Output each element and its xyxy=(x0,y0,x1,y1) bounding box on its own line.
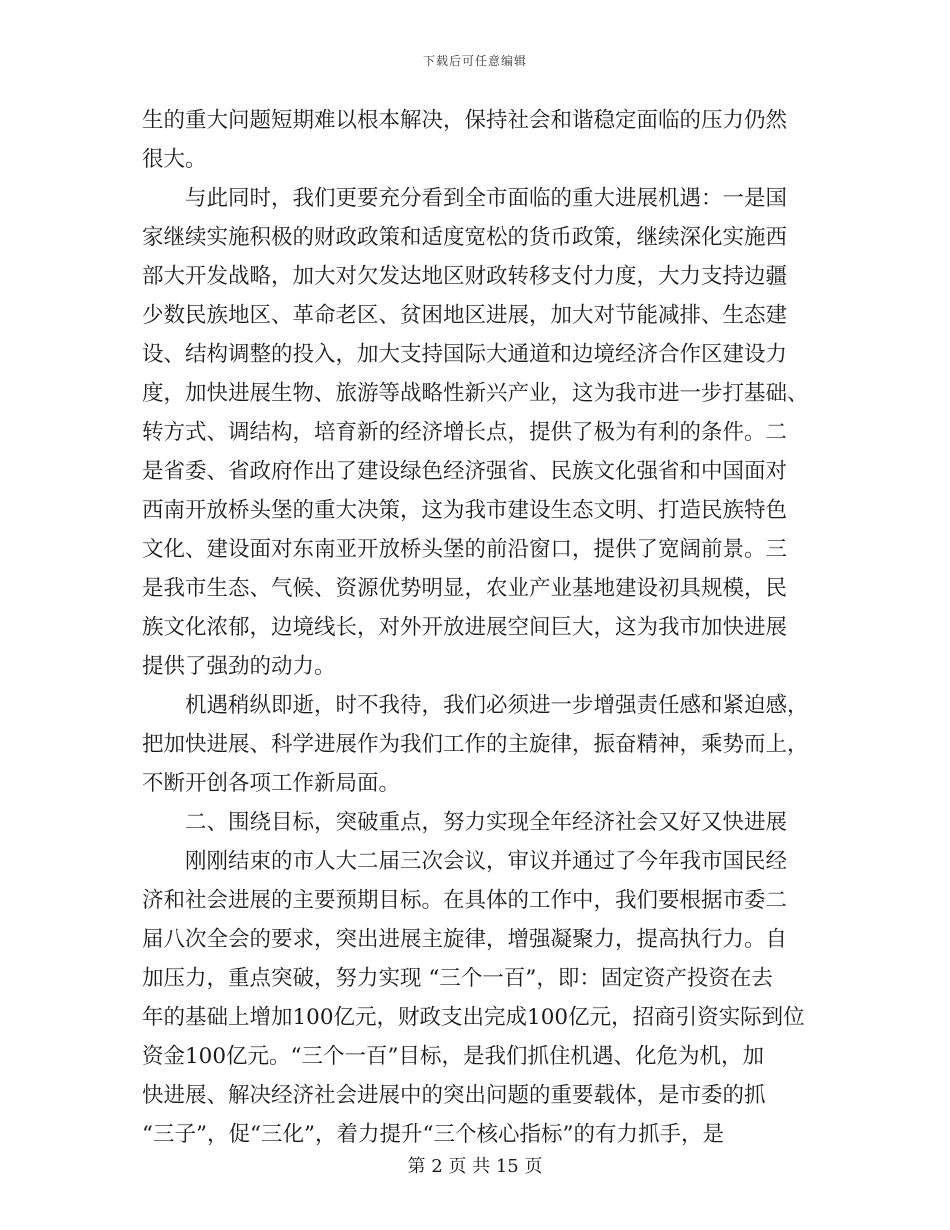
text-line: 设、结构调整的投入，加大支持国际大通道和边境经济合作区建设力 xyxy=(142,342,788,367)
text-line: 不断开创各项工作新局面。 xyxy=(142,771,401,796)
text-line: 资金100亿元。“三个一百”目标，是我们抓住机遇、化危为机，加 xyxy=(142,1044,765,1069)
page-number: 第 2 页 共 15 页 xyxy=(407,1156,543,1177)
text-line: 届八次全会的要求，突出进展主旋律，增强凝聚力，提高执行力。自 xyxy=(142,927,788,952)
text-line: 族文化浓郁，边境线长，对外开放进展空间巨大，这为我市加快进展 xyxy=(142,615,788,640)
text-line: 是我市生态、气候、资源优势明显，农业产业基地建设初具规模，民 xyxy=(142,576,788,601)
text-line: 刚刚结束的市人大二届三次会议，审议并通过了今年我市国民经 xyxy=(142,849,788,874)
text-line: 家继续实施积极的财政政策和适度宽松的货币政策，继续深化实施西 xyxy=(142,225,788,250)
text-line: “三子”，促“三化”，着力提升“三个核心指标”的有力抓手，是 xyxy=(142,1122,724,1147)
text-line: 生的重大问题短期难以根本解决，保持社会和谐稳定面临的压力仍然 xyxy=(142,108,788,133)
text-line: 度，加快进展生物、旅游等战略性新兴产业，这为我市进一步打基础、 xyxy=(142,381,809,406)
page-header: 下载后可任意编辑 xyxy=(422,54,527,68)
text-line: 提供了强劲的动力。 xyxy=(142,654,336,679)
text-line: 加压力，重点突破，努力实现 “三个一百”，即：固定资产投资在去 xyxy=(142,966,773,991)
text-line: 年的基础上增加100亿元，财政支出完成100亿元，招商引资实际到位 xyxy=(142,1005,805,1030)
text-line: 转方式、调结构，培育新的经济增长点，提供了极为有利的条件。二 xyxy=(142,420,788,445)
text-line: 少数民族地区、革命老区、贫困地区进展，加大对节能减排、生态建 xyxy=(142,303,788,328)
text-line: 西南开放桥头堡的重大决策，这为我市建设生态文明、打造民族特色 xyxy=(142,498,788,523)
text-line: 很大。 xyxy=(142,147,207,172)
text-line: 与此同时，我们更要充分看到全市面临的重大进展机遇：一是国 xyxy=(142,186,788,211)
section-heading: 二、围绕目标，突破重点，努力实现全年经济社会又好又快进展 xyxy=(142,810,788,835)
text-line: 济和社会进展的主要预期目标。在具体的工作中，我们要根据市委二 xyxy=(142,888,788,913)
text-line: 快进展、解决经济社会进展中的突出问题的重要载体，是市委的抓 xyxy=(142,1083,766,1108)
text-line: 部大开发战略，加大对欠发达地区财政转移支付力度，大力支持边疆 xyxy=(142,264,788,289)
text-line: 机遇稍纵即逝，时不我待，我们必须进一步增强责任感和紧迫感， xyxy=(142,693,809,718)
text-line: 把加快进展、科学进展作为我们工作的主旋律，振奋精神，乘势而上， xyxy=(142,732,809,757)
text-line: 是省委、省政府作出了建设绿色经济强省、民族文化强省和中国面对 xyxy=(142,459,788,484)
text-line: 文化、建设面对东南亚开放桥头堡的前沿窗口，提供了宽阔前景。三 xyxy=(142,537,788,562)
